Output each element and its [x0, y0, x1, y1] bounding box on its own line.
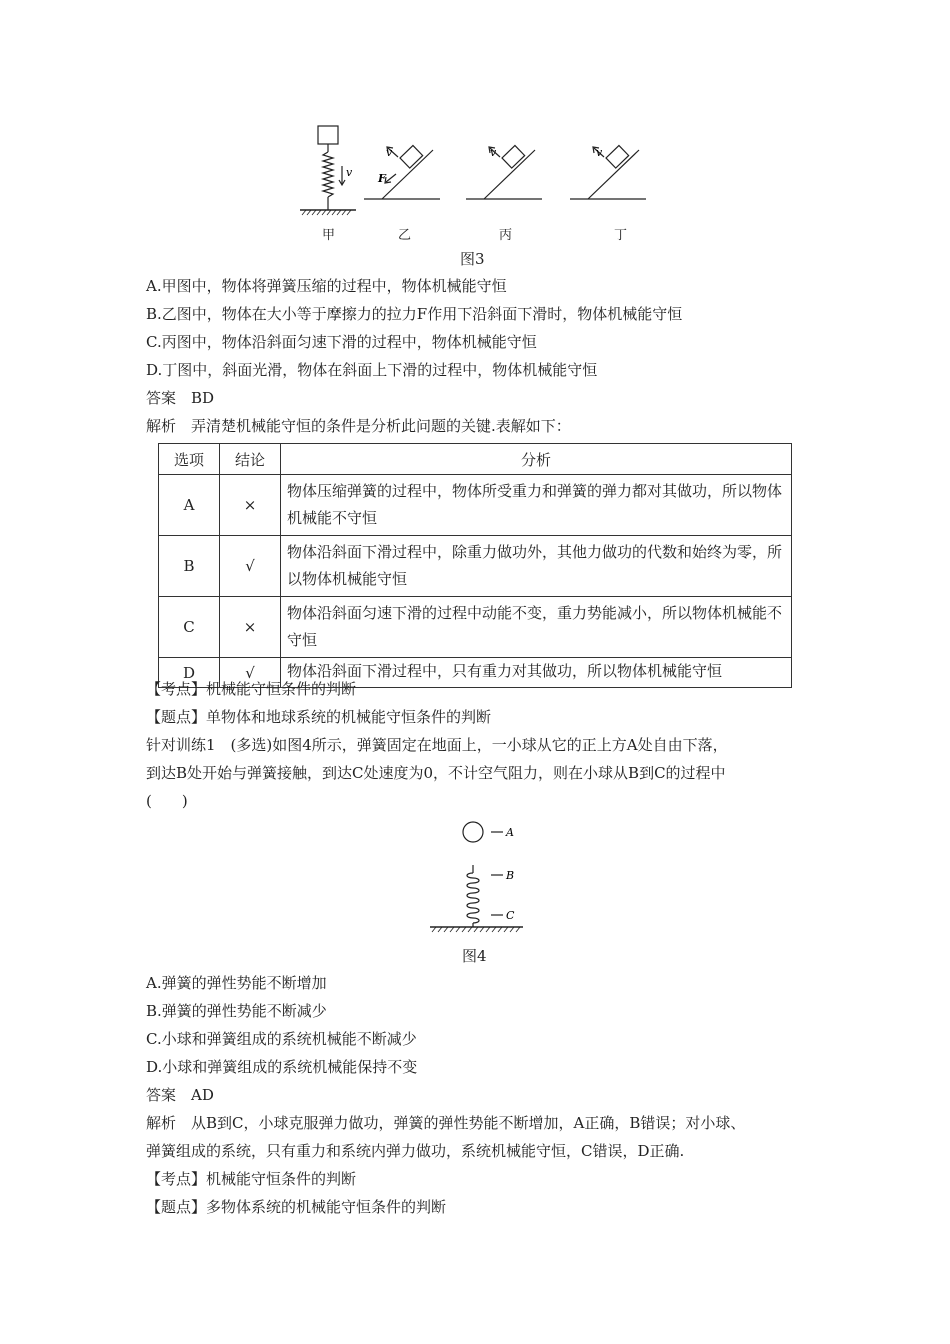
table-row	[159, 597, 792, 658]
q1-option-a: A.甲图中，物体将弹簧压缩的过程中，物体机械能守恒	[146, 277, 507, 295]
force-symbol-yi: F	[378, 172, 386, 185]
q2-analysis-line1: 解析 从B到C，小球克服弹力做功，弹簧的弹性势能不断增加，A正确，B错误；对小球、	[146, 1114, 746, 1132]
table-cell-option: D	[159, 658, 220, 688]
q1-analysis-intro: 解析 弄清楚机械能守恒的条件是分析此问题的关键.表解如下：	[146, 417, 571, 435]
figure-4-label-b: B	[506, 869, 515, 882]
figure-3-ding	[570, 145, 646, 199]
table-row	[159, 475, 792, 536]
q2-option-b: B.弹簧的弹性势能不断减少	[146, 1002, 327, 1020]
table-header-analysis: 分析	[281, 444, 792, 475]
figure-4	[425, 815, 535, 940]
q2-option-d: D.小球和弹簧组成的系统机械能保持不变	[146, 1058, 418, 1076]
table-cell-option: B	[159, 536, 220, 597]
table-cell-result: ×	[220, 597, 281, 658]
table-cell-analysis: 物体沿斜面下滑过程中，除重力做功外，其他力做功的代数和始终为零，所以物体机械能守恒	[281, 536, 792, 597]
table-cell-result: ×	[220, 475, 281, 536]
figure-3-label-yi: 乙	[398, 228, 412, 243]
figure-3-label-jia: 甲	[322, 228, 336, 243]
figure-3-label-ding: 丁	[614, 228, 628, 243]
figure-3-yi	[364, 145, 440, 199]
q1-tidian: 【题点】单物体和地球系统的机械能守恒条件的判断	[146, 708, 492, 726]
table-cell-result: √	[220, 536, 281, 597]
table-cell-analysis: 物体沿斜面匀速下滑的过程中动能不变，重力势能减小，所以物体机械能不守恒	[281, 597, 792, 658]
q1-option-c: C.丙图中，物体沿斜面匀速下滑的过程中，物体机械能守恒	[146, 333, 537, 351]
q2-stem-line3: ( )	[146, 792, 188, 810]
velocity-symbol-yi: v	[386, 146, 393, 159]
q2-stem-line1: 针对训练1 (多选)如图4所示，弹簧固定在地面上，一小球从它的正上方A处自由下落，	[146, 736, 728, 754]
table-cell-option: A	[159, 475, 220, 536]
q2-tidian: 【题点】多物体系统的机械能守恒条件的判断	[146, 1198, 447, 1216]
table-header-row	[159, 444, 792, 475]
figure-3-label-bing: 丙	[499, 228, 513, 243]
figure-4-label-a: A	[506, 826, 514, 839]
figure-4-caption: 图4	[462, 947, 487, 965]
table-cell-analysis: 物体压缩弹簧的过程中，物体所受重力和弹簧的弹力都对其做功，所以物体机械能不守恒	[281, 475, 792, 536]
spring	[467, 873, 479, 923]
figure-3-caption: 图3	[460, 250, 485, 268]
q2-kaodian: 【考点】机械能守恒条件的判断	[146, 1170, 357, 1188]
q1-answer: 答案 BD	[146, 389, 215, 407]
velocity-symbol-bing: v	[490, 146, 497, 159]
figure-3	[290, 120, 660, 220]
velocity-symbol-jia: v	[346, 166, 353, 179]
analysis-table	[158, 443, 792, 688]
q2-analysis-line2: 弹簧组成的系统，只有重力和系统内弹力做功，系统机械能守恒，C错误，D正确.	[146, 1142, 685, 1160]
table-cell-option: C	[159, 597, 220, 658]
table-header-option: 选项	[159, 444, 220, 475]
table-cell-result: √	[220, 658, 281, 688]
velocity-symbol-ding: v	[596, 146, 603, 159]
figure-3-bing	[466, 145, 542, 199]
figure-4-label-c: C	[506, 909, 515, 922]
ball	[463, 822, 483, 842]
q1-option-b: B.乙图中，物体在大小等于摩擦力的拉力F作用下沿斜面下滑时，物体机械能守恒	[146, 305, 683, 323]
q2-answer: 答案 AD	[146, 1086, 214, 1104]
table-cell-analysis: 物体沿斜面下滑过程中，只有重力对其做功，所以物体机械能守恒	[281, 658, 792, 688]
table-header-result: 结论	[220, 444, 281, 475]
q1-option-d: D.丁图中，斜面光滑，物体在斜面上下滑的过程中，物体机械能守恒	[146, 361, 598, 379]
q2-stem-line2: 到达B处开始与弹簧接触，到达C处速度为0，不计空气阻力，则在小球从B到C的过程中	[146, 764, 726, 782]
q2-option-a: A.弹簧的弹性势能不断增加	[146, 974, 327, 992]
table-row	[159, 536, 792, 597]
q2-option-c: C.小球和弹簧组成的系统机械能不断减少	[146, 1030, 417, 1048]
q1-kaodian: 【考点】机械能守恒条件的判断	[146, 680, 357, 698]
